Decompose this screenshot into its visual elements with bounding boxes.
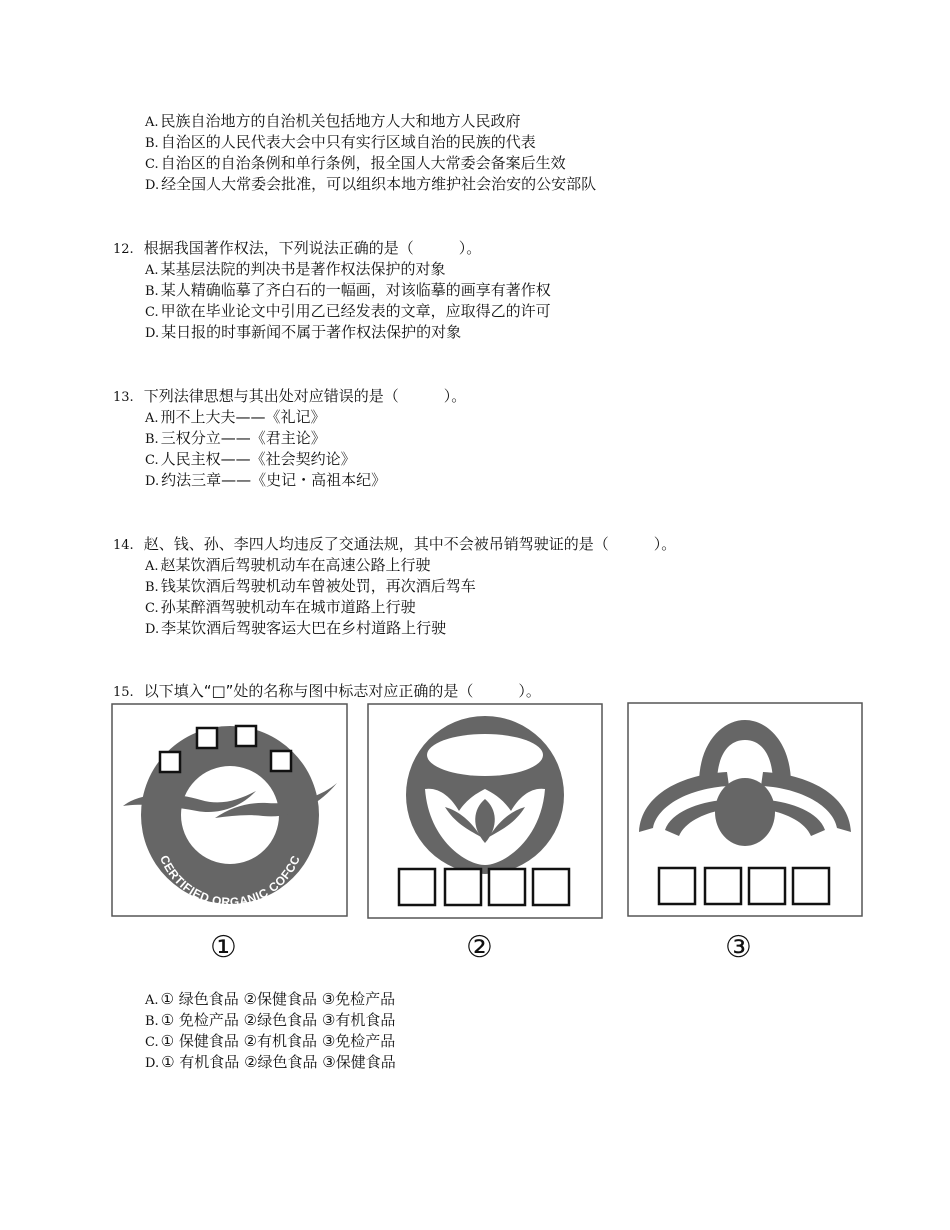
q11-option-a: A. 民族自治地方的自治机关包括地方人大和地方人民政府	[145, 112, 521, 130]
health-food-logo	[627, 702, 863, 917]
q13-option-b: B. 三权分立——《君主论》	[145, 429, 326, 447]
q11-option-d: D. 经全国人大常委会批准，可以组织本地方维护社会治安的公安部队	[145, 175, 597, 193]
q14-option-b: B. 钱某饮酒后驾驶机动车曾被处罚，再次酒后驾车	[145, 577, 476, 595]
q12-option-b: B. 某人精确临摹了齐白石的一幅画，对该临摹的画享有著作权	[145, 281, 551, 299]
q12-stem: 12. 根据我国著作权法，下列说法正确的是（ ）。	[113, 239, 482, 257]
q11-option-b: B. 自治区的人民代表大会中只有实行区域自治的民族的代表	[145, 133, 536, 151]
q12-option-c: C. 甲欲在毕业论文中引用乙已经发表的文章，应取得乙的许可	[145, 302, 551, 320]
q15-option-b: B. ① 免检产品 ②绿色食品 ③有机食品	[145, 1011, 396, 1029]
q14-option-a: A. 赵某饮酒后驾驶机动车在高速公路上行驶	[145, 556, 431, 574]
q15-option-d: D. ① 有机食品 ②绿色食品 ③保健食品	[145, 1053, 396, 1071]
q13-option-a: A. 刑不上大夫——《礼记》	[145, 408, 326, 426]
figure-label-1: ①	[210, 930, 237, 965]
q14-stem: 14. 赵、钱、孙、李四人均违反了交通法规，其中不会被吊销驾驶证的是（ ）。	[113, 535, 677, 553]
organic-food-logo	[111, 703, 348, 917]
green-food-logo	[367, 703, 603, 919]
q11-option-c: C. 自治区的自治条例和单行条例，报全国人大常委会备案后生效	[145, 154, 566, 172]
q13-option-c: C. 人民主权——《社会契约论》	[145, 450, 356, 468]
q15-option-a: A. ① 绿色食品 ②保健食品 ③免检产品	[145, 990, 396, 1008]
figure-label-2: ②	[466, 930, 493, 965]
q13-stem: 13. 下列法律思想与其出处对应错误的是（ ）。	[113, 387, 467, 405]
figure-label-3: ③	[725, 930, 752, 965]
svg-text:CERTIFIED ORGANIC COFCC: CERTIFIED ORGANIC COFCC	[156, 853, 304, 910]
q15-stem: 15. 以下填入“□”处的名称与图中标志对应正确的是（ ）。	[113, 682, 541, 700]
q12-option-a: A. 某基层法院的判决书是著作权法保护的对象	[145, 260, 446, 278]
q14-option-c: C. 孙某醉酒驾驶机动车在城市道路上行驶	[145, 598, 416, 616]
q13-option-d: D. 约法三章——《史记・高祖本纪》	[145, 471, 387, 489]
q12-option-d: D. 某日报的时事新闻不属于著作权法保护的对象	[145, 323, 462, 341]
q14-option-d: D. 李某饮酒后驾驶客运大巴在乡村道路上行驶	[145, 619, 447, 637]
q15-option-c: C. ① 保健食品 ②有机食品 ③免检产品	[145, 1032, 396, 1050]
